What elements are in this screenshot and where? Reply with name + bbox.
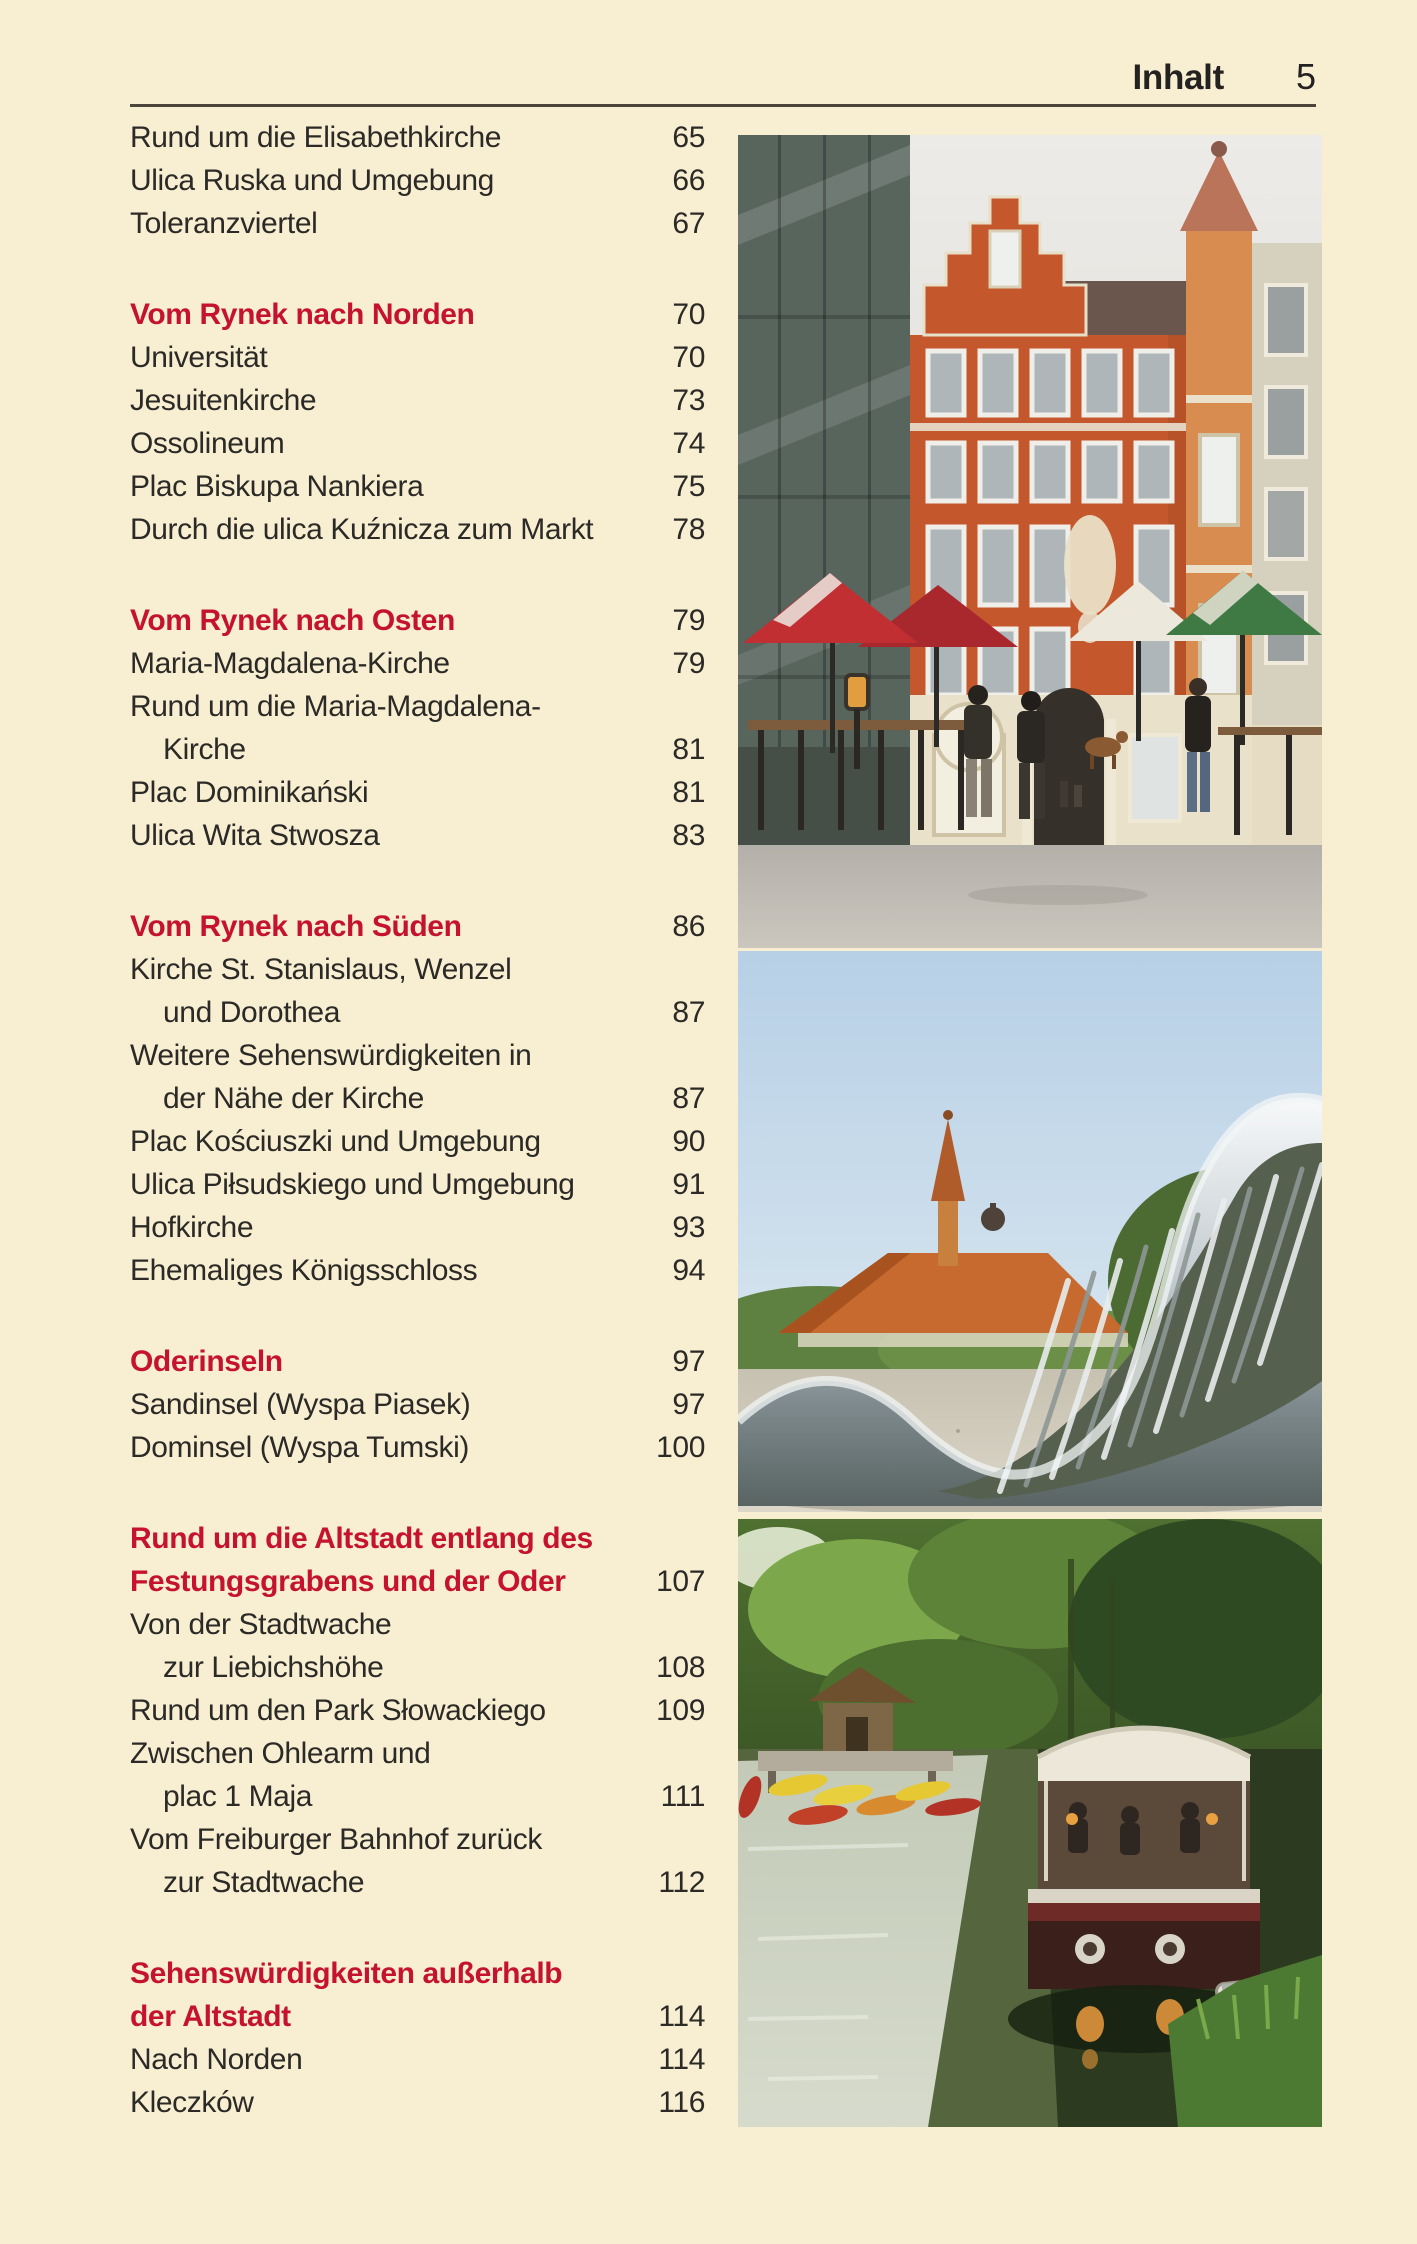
toc-entry-title: Plac Kościuszki und Umgebung bbox=[130, 1125, 541, 1158]
tenement-houses-street-cafe-image bbox=[738, 135, 1322, 948]
toc-entry-page-number: 78 bbox=[672, 513, 705, 546]
toc-entry-title: Rund um den Park Słowackiego bbox=[130, 1694, 546, 1727]
toc-entry-title: und Dorothea bbox=[163, 996, 341, 1029]
toc-entry bbox=[130, 1077, 705, 1120]
toc-entry bbox=[130, 465, 705, 508]
toc-entry-page-number: 114 bbox=[658, 2043, 705, 2076]
toc-entry bbox=[130, 1249, 705, 1292]
toc-entry-title: zur Stadtwache bbox=[163, 1866, 365, 1899]
toc-section bbox=[130, 1952, 705, 2124]
toc-entry bbox=[130, 1775, 705, 1818]
river-boats-kayaks-photo bbox=[738, 1519, 1322, 2127]
toc-entry-title: Ehemaliges Königsschloss bbox=[130, 1254, 478, 1287]
toc-list bbox=[130, 116, 705, 2124]
toc-section-heading bbox=[130, 1517, 705, 1560]
toc-entry-title: Kirche St. Stanislaus, Wenzel bbox=[130, 953, 512, 986]
toc-entry-title: Maria-Magdalena-Kirche bbox=[130, 647, 450, 680]
toc-entry bbox=[130, 991, 705, 1034]
toc-section-heading bbox=[130, 293, 705, 336]
toc-entry bbox=[130, 948, 705, 991]
toc-entry bbox=[130, 1206, 705, 1249]
toc-entry-title: der Nähe der Kirche bbox=[163, 1082, 424, 1115]
river-boats-kayaks-image bbox=[738, 1519, 1322, 2127]
toc-entry-page-number: 114 bbox=[658, 2000, 705, 2033]
toc-section bbox=[130, 116, 705, 245]
toc-section bbox=[130, 1517, 705, 1904]
toc-entry-page-number: 81 bbox=[672, 733, 705, 766]
toc-entry bbox=[130, 1426, 705, 1469]
toc-entry bbox=[130, 1603, 705, 1646]
toc-entry-title: Nach Norden bbox=[130, 2043, 303, 2076]
toc-entry-page-number: 109 bbox=[656, 1694, 705, 1727]
toc-entry-title: Durch die ulica Kuźnicza zum Markt bbox=[130, 513, 594, 546]
toc-entry bbox=[130, 685, 705, 728]
toc-entry-page-number: 107 bbox=[656, 1565, 705, 1598]
toc-entry-page-number: 70 bbox=[672, 341, 705, 374]
page-header bbox=[130, 56, 1316, 98]
toc-entry-page-number: 94 bbox=[672, 1254, 705, 1287]
toc-entry-page-number: 93 bbox=[672, 1211, 705, 1244]
toc-entry-title: Zwischen Ohlearm und bbox=[130, 1737, 431, 1770]
toc-entry bbox=[130, 422, 705, 465]
toc-entry-title: Rund um die Elisabethkirche bbox=[130, 121, 502, 154]
toc-entry-title: Oderinseln bbox=[130, 1345, 283, 1378]
toc-entry-page-number: 97 bbox=[672, 1388, 705, 1421]
toc-entry bbox=[130, 1646, 705, 1689]
toc-entry-page-number: 91 bbox=[672, 1168, 705, 1201]
toc-section-heading bbox=[130, 1952, 705, 1995]
toc-entry-title: Rund um die Maria-Magdalena- bbox=[130, 690, 541, 723]
header-title: Inhalt bbox=[1132, 58, 1224, 97]
chrome-wave-sculpture-photo bbox=[738, 951, 1322, 1512]
toc-entry-title: Weitere Sehenswürdigkeiten in bbox=[130, 1039, 532, 1072]
toc-section-heading bbox=[130, 599, 705, 642]
toc-entry-page-number: 81 bbox=[672, 776, 705, 809]
toc-entry-title: Kirche bbox=[163, 733, 246, 766]
toc-entry bbox=[130, 159, 705, 202]
toc-section bbox=[130, 905, 705, 1292]
toc-entry-title: Vom Freiburger Bahnhof zurück bbox=[130, 1823, 542, 1856]
toc-entry bbox=[130, 1383, 705, 1426]
toc-entry bbox=[130, 1163, 705, 1206]
toc-entry-title: der Altstadt bbox=[130, 2000, 291, 2033]
toc-entry-title: Universität bbox=[130, 341, 268, 374]
toc-entry bbox=[130, 508, 705, 551]
header-rule bbox=[130, 104, 1316, 107]
toc-entry-title: Rund um die Altstadt entlang des bbox=[130, 1522, 593, 1555]
toc-entry bbox=[130, 2081, 705, 2124]
toc-entry-page-number: 83 bbox=[672, 819, 705, 852]
toc-entry-page-number: 108 bbox=[656, 1651, 705, 1684]
toc-entry-page-number: 100 bbox=[656, 1431, 705, 1464]
toc-entry-title: Jesuitenkirche bbox=[130, 384, 317, 417]
toc-entry-title: Plac Biskupa Nankiera bbox=[130, 470, 424, 503]
toc-entry-title: Ulica Wita Stwosza bbox=[130, 819, 380, 852]
toc-entry-title: Ulica Piłsudskiego und Umgebung bbox=[130, 1168, 575, 1201]
toc-entry bbox=[130, 1689, 705, 1732]
toc-entry-title: Kleczków bbox=[130, 2086, 254, 2119]
toc-entry-page-number: 73 bbox=[672, 384, 705, 417]
toc-entry-page-number: 97 bbox=[672, 1345, 705, 1378]
toc-section bbox=[130, 1340, 705, 1469]
toc-section bbox=[130, 293, 705, 551]
toc-entry-title: Toleranzviertel bbox=[130, 207, 318, 240]
toc-entry-page-number: 86 bbox=[672, 910, 705, 943]
toc-entry bbox=[130, 116, 705, 159]
toc-entry-page-number: 66 bbox=[672, 164, 705, 197]
toc-entry-title: Vom Rynek nach Osten bbox=[130, 604, 455, 637]
toc-entry bbox=[130, 1732, 705, 1775]
toc-entry-title: zur Liebichshöhe bbox=[163, 1651, 384, 1684]
toc-entry bbox=[130, 814, 705, 857]
toc-entry bbox=[130, 1818, 705, 1861]
toc-entry-title: Vom Rynek nach Süden bbox=[130, 910, 462, 943]
header-page-number: 5 bbox=[1295, 56, 1316, 97]
toc-entry bbox=[130, 202, 705, 245]
toc-entry-page-number: 87 bbox=[672, 996, 705, 1029]
toc-section-heading bbox=[130, 1995, 705, 2038]
toc-entry-page-number: 70 bbox=[672, 298, 705, 331]
toc-entry-title: Von der Stadtwache bbox=[130, 1608, 392, 1641]
toc-entry bbox=[130, 728, 705, 771]
toc-section-heading bbox=[130, 1340, 705, 1383]
toc-entry-title: Plac Dominikański bbox=[130, 776, 369, 809]
toc-entry-title: Festungsgrabens und der Oder bbox=[130, 1565, 566, 1598]
toc-section-heading bbox=[130, 905, 705, 948]
toc-entry bbox=[130, 771, 705, 814]
toc-entry bbox=[130, 2038, 705, 2081]
toc-entry-page-number: 74 bbox=[672, 427, 705, 460]
toc-entry bbox=[130, 642, 705, 685]
toc-entry-page-number: 79 bbox=[672, 604, 705, 637]
toc-entry-page-number: 111 bbox=[660, 1780, 705, 1813]
toc-entry bbox=[130, 336, 705, 379]
toc-entry-page-number: 87 bbox=[672, 1082, 705, 1115]
toc-entry-page-number: 67 bbox=[672, 207, 705, 240]
toc-entry-title: Hofkirche bbox=[130, 1211, 254, 1244]
toc-entry-page-number: 90 bbox=[672, 1125, 705, 1158]
toc-entry-title: Ulica Ruska und Umgebung bbox=[130, 164, 494, 197]
toc-entry-title: Dominsel (Wyspa Tumski) bbox=[130, 1431, 469, 1464]
toc-entry bbox=[130, 1861, 705, 1904]
toc-entry bbox=[130, 1120, 705, 1163]
toc-section-heading bbox=[130, 1560, 705, 1603]
toc-entry-page-number: 75 bbox=[672, 470, 705, 503]
photo-column bbox=[738, 135, 1322, 2127]
toc-entry-page-number: 116 bbox=[658, 2086, 705, 2119]
toc-entry-page-number: 112 bbox=[658, 1866, 705, 1899]
toc-section bbox=[130, 599, 705, 857]
toc-entry bbox=[130, 379, 705, 422]
toc-entry-title: Ossolineum bbox=[130, 427, 285, 460]
toc-entry bbox=[130, 1034, 705, 1077]
toc-entry-page-number: 65 bbox=[672, 121, 705, 154]
toc-entry-title: plac 1 Maja bbox=[163, 1780, 313, 1813]
toc-entry-page-number: 79 bbox=[672, 647, 705, 680]
tenement-houses-street-cafe-photo bbox=[738, 135, 1322, 948]
toc-entry-title: Vom Rynek nach Norden bbox=[130, 298, 475, 331]
chrome-wave-sculpture-image bbox=[738, 951, 1322, 1512]
toc-entry-title: Sehenswürdigkeiten außerhalb bbox=[130, 1957, 563, 1990]
toc-entry-title: Sandinsel (Wyspa Piasek) bbox=[130, 1388, 471, 1421]
